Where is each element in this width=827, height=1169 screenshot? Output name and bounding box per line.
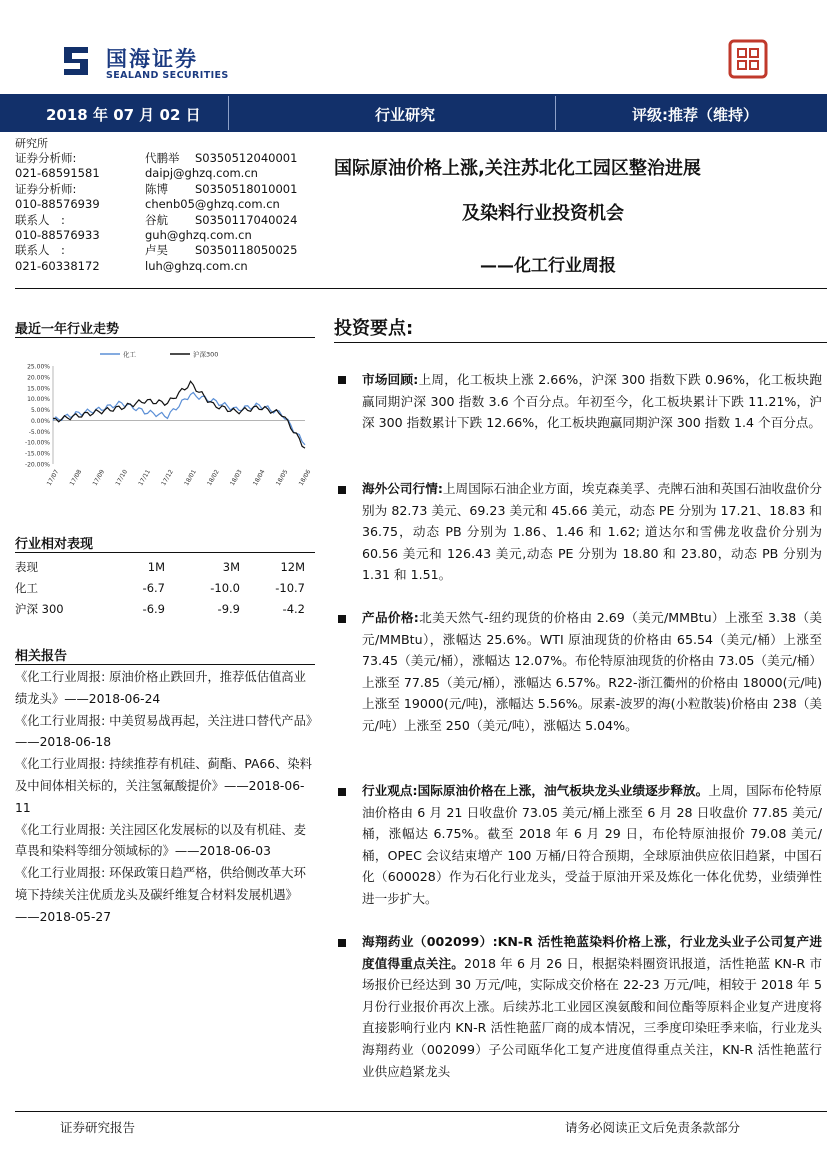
analyst-contact[interactable]: chenb05@ghzq.com.cn xyxy=(145,197,280,212)
y-tick-label: 5.00% xyxy=(30,407,50,415)
y-tick-label: -10.00% xyxy=(24,439,50,447)
analyst-contact: S0350512040001 xyxy=(195,151,298,165)
perf-header-row xyxy=(15,556,305,577)
reports-heading: 相关报告 xyxy=(15,649,68,664)
table-row xyxy=(15,598,305,619)
analyst-contact[interactable]: luh@ghzq.com.cn xyxy=(145,258,248,273)
analyst-contact[interactable]: daipj@ghzq.com.cn xyxy=(145,166,258,181)
y-tick-label: -5.00% xyxy=(28,428,50,436)
divider xyxy=(15,288,827,289)
x-tick-label: 17/10 xyxy=(114,468,130,487)
point-lead: 市场回顾: xyxy=(362,372,419,387)
analyst-contact: S0350518010001 xyxy=(195,181,298,196)
related-report-link[interactable]: 《化工行业周报: 持续推荐有机硅、蓟酯、PA66、染料及中间体相关标的，关注氢氟酸提价》——2018-06-11 xyxy=(15,757,312,815)
y-tick-label: 25.00% xyxy=(27,363,50,371)
analyst-section-title: 研究所 xyxy=(15,137,48,150)
point-lead: 海翔药业（002099）: xyxy=(362,934,498,949)
analyst-contact: S0350118050025 xyxy=(195,243,298,258)
sealand-logo-icon xyxy=(58,43,94,79)
analyst-role: 010-88576933 xyxy=(15,227,100,242)
divider xyxy=(15,337,315,338)
point-lead-emphasis: 国际原油价格在上涨，油气板块龙头业绩逐步释放。 xyxy=(417,783,709,798)
bullet-icon xyxy=(338,615,346,623)
related-report-link[interactable]: 《化工行业周报: 关注园区化发展标的以及有机硅、麦草畏和染料等细分领域标的》——2018-06-03 xyxy=(15,822,306,859)
analyst-role: 010-88576939 xyxy=(15,197,100,212)
related-reports-list xyxy=(15,667,313,929)
x-tick-label: 17/12 xyxy=(160,468,175,487)
analyst-row xyxy=(15,228,315,243)
point-lead: 行业观点: xyxy=(362,783,418,798)
y-tick-label: 10.00% xyxy=(27,396,50,404)
analyst-name: 谷航 xyxy=(145,212,168,227)
x-tick-label: 17/09 xyxy=(91,468,107,487)
x-tick-label: 17/07 xyxy=(45,468,61,487)
point-lead: 产品价格: xyxy=(362,610,419,625)
point-lead-emphasis: KN-R 活性艳蓝染料价格上涨，行业龙头业子公司复产进度值得重点关注。 xyxy=(362,934,822,971)
y-tick-label: 20.00% xyxy=(27,374,50,382)
table-cell: 沪深 300 xyxy=(15,601,64,616)
trend-heading: 最近一年行业走势 xyxy=(15,322,120,337)
divider xyxy=(334,342,827,343)
table-cell: 化工 xyxy=(15,580,38,595)
x-tick-label: 18/02 xyxy=(206,468,221,487)
x-tick-label: 17/08 xyxy=(68,468,84,487)
analyst-row xyxy=(15,197,315,212)
report-title-line1: 国际原油价格上涨,关注苏北化工园区整治进展 xyxy=(334,158,701,179)
x-tick-label: 18/05 xyxy=(274,468,290,487)
table-cell: -9.9 xyxy=(217,601,240,616)
analyst-contact[interactable]: guh@ghzq.com.cn xyxy=(145,227,252,242)
report-date: 2018 年 07 月 02 日 xyxy=(46,106,201,124)
report-rating: 评级:推荐（维持） xyxy=(632,106,758,124)
table-cell: -10.0 xyxy=(210,580,240,595)
related-report-link[interactable]: 《化工行业周报: 环保政策日趋严格，供给侧改革大环境下持续关注优质龙头及碳纤维复合材料发展机遇》——2018-05-27 xyxy=(15,866,306,924)
footer-disclaimer: 请务必阅读正文后免责条款部分 xyxy=(565,1120,741,1135)
perf-header-cell: 1M xyxy=(147,559,165,574)
x-tick-label: 18/06 xyxy=(297,468,313,487)
point-lead: 海外公司行情: xyxy=(362,481,443,496)
research-seal-icon xyxy=(728,39,768,79)
analyst-name: 代鹏举 xyxy=(145,151,180,165)
divider xyxy=(15,664,315,665)
point-text: 上周，国际布伦特原油价格由 6 月 21 日收盘价 73.05 美元/桶上涨至 6 月 28 日收盘价 77.85 美元/桶，涨幅达 6.75%。截至 2018 年 6 月 29 日，布伦特原油报价 79.08 美元/桶，OPEC 会议结束增产 100 万桶/日符合预期，全球原油供应依旧趋紧，中国石化（600028）作为石化行业龙头，受益于原油开采及炼化一体化优势，业绩弹性进一步扩大。 xyxy=(362,783,823,906)
report-title-line2: 及染料行业投资机会 xyxy=(462,203,624,224)
point-haixiang xyxy=(362,931,822,1091)
table-row xyxy=(15,577,305,598)
point-text: 北美天然气-纽约现货的价格由 2.69（美元/MMBtu）上涨至 3.38（美元/MMBtu），涨幅达 25.6%。WTI 原油现货的价格由 65.54（美元/桶）上涨至 73.45（美元/桶），涨幅达 12.07%。布伦特原油现货的价格由 73.05（美元/桶）上涨至 77.85（美元/桶），涨幅达 6.57%。R22-浙江衢州的价格由 18000(元/吨)上涨至 19000(元/吨)，涨幅达 5.56%。尿素-波罗的海(小粒散装)价格由 238（美元/吨）上涨至 250（美元/吨），涨幅达 5.04%。 xyxy=(362,610,822,733)
point-industry-view xyxy=(362,780,822,910)
legend-label: 化工 xyxy=(123,350,136,359)
table-cell: -4.2 xyxy=(282,601,305,616)
analyst-role: 021-68591581 xyxy=(15,166,100,181)
analyst-contact: S0350117040024 xyxy=(195,212,298,227)
analyst-row xyxy=(15,182,315,197)
related-report-link[interactable]: 《化工行业周报: 中美贸易战再起，关注进口替代产品》——2018-06-18 xyxy=(15,713,313,750)
perf-header-cell: 12M xyxy=(280,559,305,574)
x-tick-label: 18/04 xyxy=(251,468,267,487)
table-cell: -6.7 xyxy=(142,580,165,595)
y-tick-label: -15.00% xyxy=(24,450,50,458)
bullet-icon xyxy=(338,486,346,494)
logo-chinese: 国海证券 xyxy=(106,47,198,71)
analyst-role: 证券分析师: xyxy=(15,151,77,165)
x-tick-label: 17/11 xyxy=(137,468,153,487)
series-line-chemical xyxy=(53,393,305,445)
footer-divider xyxy=(15,1111,827,1112)
industry-trend-chart xyxy=(15,346,315,496)
y-tick-label: -20.00% xyxy=(24,461,50,469)
analyst-block xyxy=(15,136,315,274)
analyst-row xyxy=(15,243,315,258)
analyst-row xyxy=(15,166,315,181)
perf-heading: 行业相对表现 xyxy=(15,537,94,552)
points-heading: 投资要点: xyxy=(334,318,414,339)
analyst-role: 证券分析师: xyxy=(15,181,77,196)
analyst-role: 021-60338172 xyxy=(15,258,100,273)
table-cell: -6.9 xyxy=(142,601,165,616)
table-cell: -10.7 xyxy=(275,580,305,595)
point-text: 上周，化工板块上涨 2.66%，沪深 300 指数下跌 0.96%，化工板块跑赢同期沪深 300 指数 3.6 个百分点。年初至今，化工板块累计下跌 11.21%，沪深 300 指数累计下跌 12.66%，化工板块跑赢同期沪深 300 指数 1.4 个百分点。 xyxy=(362,372,822,431)
analyst-role: 联系人 : xyxy=(15,243,65,258)
report-category: 行业研究 xyxy=(375,106,436,124)
point-text: 2018 年 6 月 26 日，根据染料圈资讯报道，活性艳蓝 KN-R 市场报价已经达到 30 万元/吨，实际成交价格在 22-23 万元/吨，相较于 2018 年 5 月份行业报价再次上涨。后续苏北工业园区溴氨酸和间位酯等原料企业复产进度将直接影响行业内 KN-R 活性艳蓝厂商的成本情况，三季度印染旺季来临，行业龙头海翔药业（002099）子公司瓯华化工复产进度值得重点关注，KN-R 活性艳蓝行业供应趋紧龙头 xyxy=(362,955,822,1079)
analyst-name: 陈博 xyxy=(145,181,168,196)
bullet-icon xyxy=(338,939,346,947)
divider xyxy=(15,552,315,553)
series-line-hs300 xyxy=(53,381,305,448)
bullet-icon xyxy=(338,376,346,384)
logo-english: SEALAND SECURITIES xyxy=(106,70,229,81)
bullet-icon xyxy=(338,788,346,796)
perf-table xyxy=(15,556,305,619)
report-subtitle: ——化工行业周报 xyxy=(480,256,616,276)
analyst-role: 联系人 : xyxy=(15,212,65,227)
point-text: 上周国际石油企业方面，埃克森美孚、壳牌石油和英国石油收盘价分别为 82.73 美元、69.23 美元和 45.66 美元，动态 PE 分别为 17.21、18.83 和 36.75，动态 PB 分别为 1.86、1.46 和 1.62; 道达尔和雪佛龙收盘价分别为 60.56 美元和 126.43 美元,动态 PE 分别为 18.80 和 23.80，动态 PB 分别为 1.31 和 1.51。 xyxy=(362,481,823,583)
analyst-row xyxy=(15,213,315,228)
x-tick-label: 18/01 xyxy=(183,468,198,487)
perf-header-cell: 表现 xyxy=(15,559,38,574)
perf-header-cell: 3M xyxy=(222,559,240,574)
analyst-row xyxy=(15,151,315,166)
analyst-row xyxy=(15,259,315,274)
legend-label: 沪深300 xyxy=(193,350,219,359)
point-overseas xyxy=(362,478,822,586)
point-market-review xyxy=(362,369,822,434)
y-tick-label: 0.00% xyxy=(30,417,50,425)
analyst-name: 卢昊 xyxy=(145,243,168,258)
y-tick-label: 15.00% xyxy=(27,385,50,393)
point-product-price xyxy=(362,607,822,737)
related-report-link[interactable]: 《化工行业周报: 原油价格止跌回升，推荐低估值高业绩龙头》——2018-06-24 xyxy=(15,670,306,706)
x-tick-label: 18/03 xyxy=(228,468,244,487)
footer-left: 证券研究报告 xyxy=(60,1120,136,1135)
